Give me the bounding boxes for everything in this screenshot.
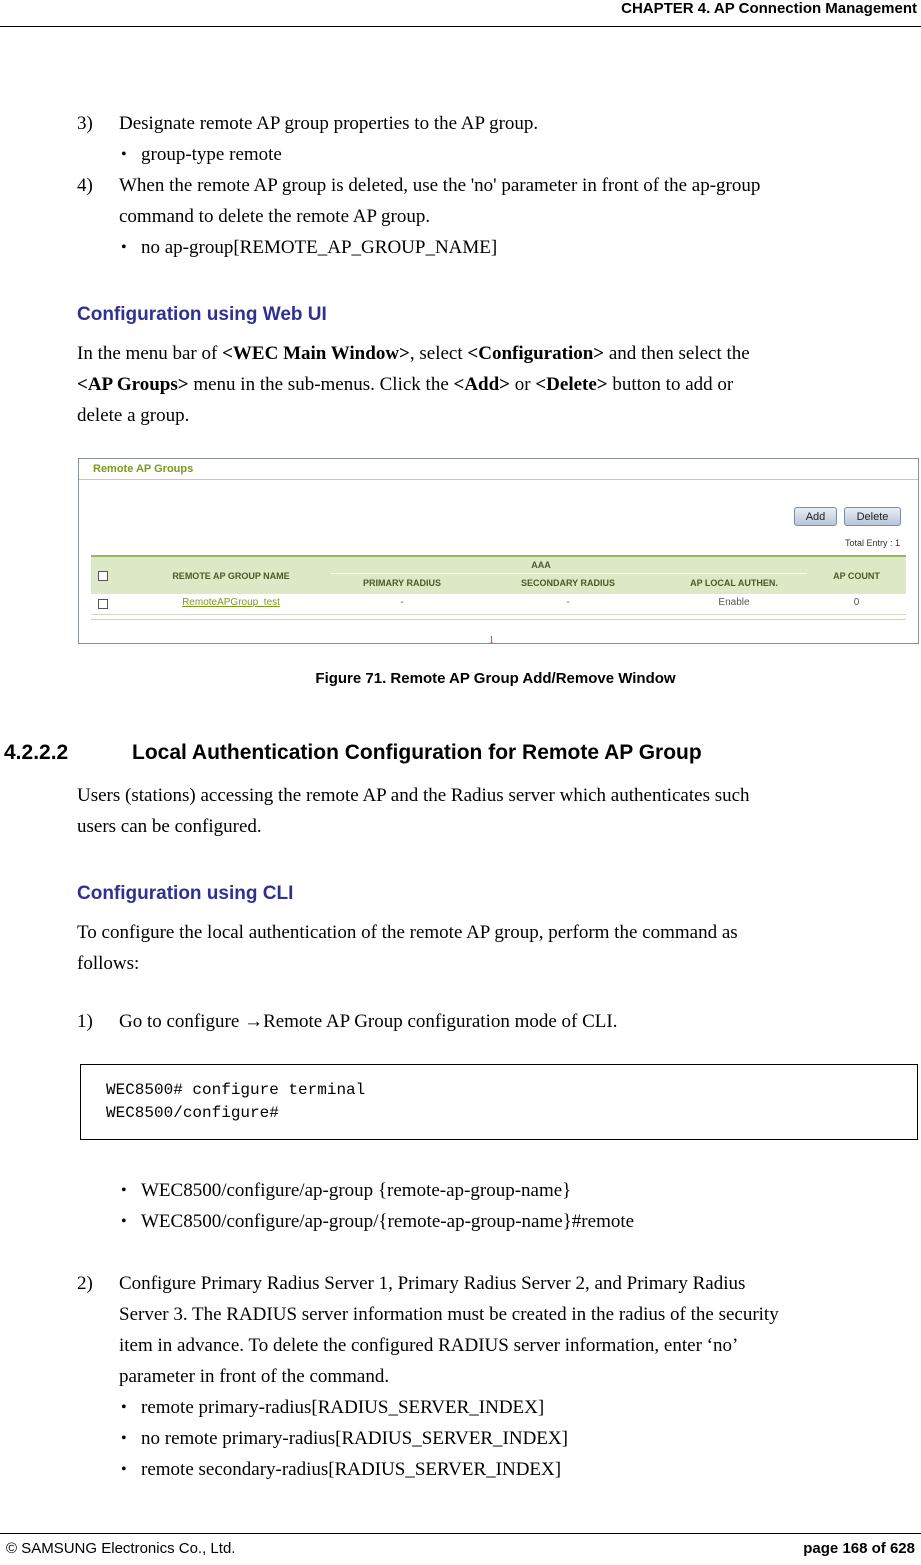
bullet-marker: •	[121, 1461, 127, 1478]
select-all-checkbox[interactable]	[98, 571, 108, 581]
intro-line-1: Users (stations) accessing the remote AP and the Radius server which authenticates such	[77, 785, 750, 806]
chapter-title: CHAPTER 4. AP Connection Management	[621, 0, 917, 17]
bullet-marker: •	[121, 1182, 127, 1199]
column-ap-local-authen: AP LOCAL AUTHEN.	[690, 578, 778, 588]
step-2-bullet-3: remote secondary-radius[RADIUS_SERVER_INDEX]	[141, 1459, 562, 1480]
figure-caption: Figure 71. Remote AP Group Add/Remove Window	[315, 670, 676, 687]
step-2-bullet-1: remote primary-radius[RADIUS_SERVER_INDEX]	[141, 1397, 545, 1418]
row-checkbox[interactable]	[98, 599, 108, 609]
ap-local-authen-value: Enable	[718, 597, 750, 608]
bullet-marker: •	[121, 1399, 127, 1416]
aaa-divider	[331, 573, 807, 574]
step-4-line-1: When the remote AP group is deleted, use the 'no' parameter in front of the ap-group	[119, 175, 761, 196]
bullet-marker: •	[121, 1430, 127, 1447]
secondary-radius-value: -	[566, 597, 570, 608]
cli-step-1-number: 1)	[77, 1011, 93, 1032]
cli-code-line-1: WEC8500# configure terminal	[106, 1081, 366, 1099]
column-remote-ap-group-name: REMOTE AP GROUP NAME	[172, 571, 290, 581]
footer-rule	[0, 1533, 921, 1534]
table-header	[91, 555, 906, 594]
step-2-line-1: Configure Primary Radius Server 1, Primary Radius Server 2, and Primary Radius	[119, 1273, 746, 1294]
cli-intro-line-2: follows:	[77, 953, 140, 974]
step-3-number: 3)	[77, 113, 93, 134]
cli-code-line-2: WEC8500/configure#	[106, 1104, 279, 1122]
cli-bullet-2: WEC8500/configure/ap-group/{remote-ap-group-name}#remote	[141, 1211, 635, 1232]
step-4-bullet: no ap-group[REMOTE_AP_GROUP_NAME]	[141, 237, 498, 258]
intro-line-2: users can be configured.	[77, 816, 262, 837]
step-2-number: 2)	[77, 1273, 93, 1294]
bullet-marker: •	[121, 146, 127, 163]
bullet-marker: •	[121, 239, 127, 256]
step-3-text: Designate remote AP group properties to the AP group.	[119, 113, 539, 134]
step-2-line-2: Server 3. The RADIUS server information must be created in the radius of the security	[119, 1304, 779, 1325]
webui-paragraph-line-2: <AP Groups> menu in the sub-menus. Click the <Add> or <Delete> button to add or	[77, 374, 734, 395]
panel-title-rule	[79, 479, 918, 480]
delete-button[interactable]: Delete	[844, 507, 901, 526]
step-4-number: 4)	[77, 175, 93, 196]
table-row	[91, 594, 906, 615]
panel-title: Remote AP Groups	[93, 463, 194, 475]
copyright: © SAMSUNG Electronics Co., Ltd.	[6, 1540, 236, 1557]
column-primary-radius: PRIMARY RADIUS	[362, 578, 441, 588]
column-aaa: AAA	[531, 560, 551, 570]
cli-code-block	[80, 1064, 918, 1140]
step-2-bullet-2: no remote primary-radius[RADIUS_SERVER_INDEX]	[141, 1428, 568, 1449]
cli-step-1-text: Go to configure →Remote AP Group configuration mode of CLI.	[119, 1011, 618, 1032]
header-rule	[0, 26, 921, 27]
step-3-bullet: group-type remote	[141, 144, 282, 165]
page-number: page 168 of 628	[803, 1540, 915, 1557]
cli-intro-line-1: To configure the local authentication of the remote AP group, perform the command as	[77, 922, 738, 943]
table-footer-rule	[91, 619, 906, 620]
bullet-marker: •	[121, 1213, 127, 1230]
total-entry-count: Total Entry : 1	[844, 538, 900, 548]
section-number: 4.2.2.2	[4, 741, 69, 764]
webui-paragraph-line-1: In the menu bar of <WEC Main Window>, select <Configuration> and then select the	[77, 343, 750, 364]
group-name-link[interactable]: RemoteAPGroup_test	[182, 597, 280, 608]
section-title: Local Authentication Configuration for Remote AP Group	[132, 741, 702, 764]
webui-paragraph-line-3: delete a group.	[77, 405, 190, 426]
primary-radius-value: -	[400, 597, 404, 608]
remote-ap-groups-screenshot	[78, 458, 919, 644]
step-2-line-4: parameter in front of the command.	[119, 1366, 390, 1387]
column-ap-count: AP COUNT	[833, 571, 880, 581]
cli-heading: Configuration using CLI	[77, 883, 294, 904]
figure-marker: 1	[489, 635, 494, 646]
step-2-line-3: item in advance. To delete the configured RADIUS server information, enter ‘no’	[119, 1335, 739, 1356]
column-secondary-radius: SECONDARY RADIUS	[520, 578, 615, 588]
right-arrow-icon: →	[244, 1011, 264, 1032]
webui-heading: Configuration using Web UI	[77, 304, 327, 325]
add-button[interactable]: Add	[794, 507, 837, 526]
ap-count-value: 0	[853, 597, 860, 608]
step-4-line-2: command to delete the remote AP group.	[119, 206, 431, 227]
cli-bullet-1: WEC8500/configure/ap-group {remote-ap-group-name}	[141, 1180, 572, 1201]
